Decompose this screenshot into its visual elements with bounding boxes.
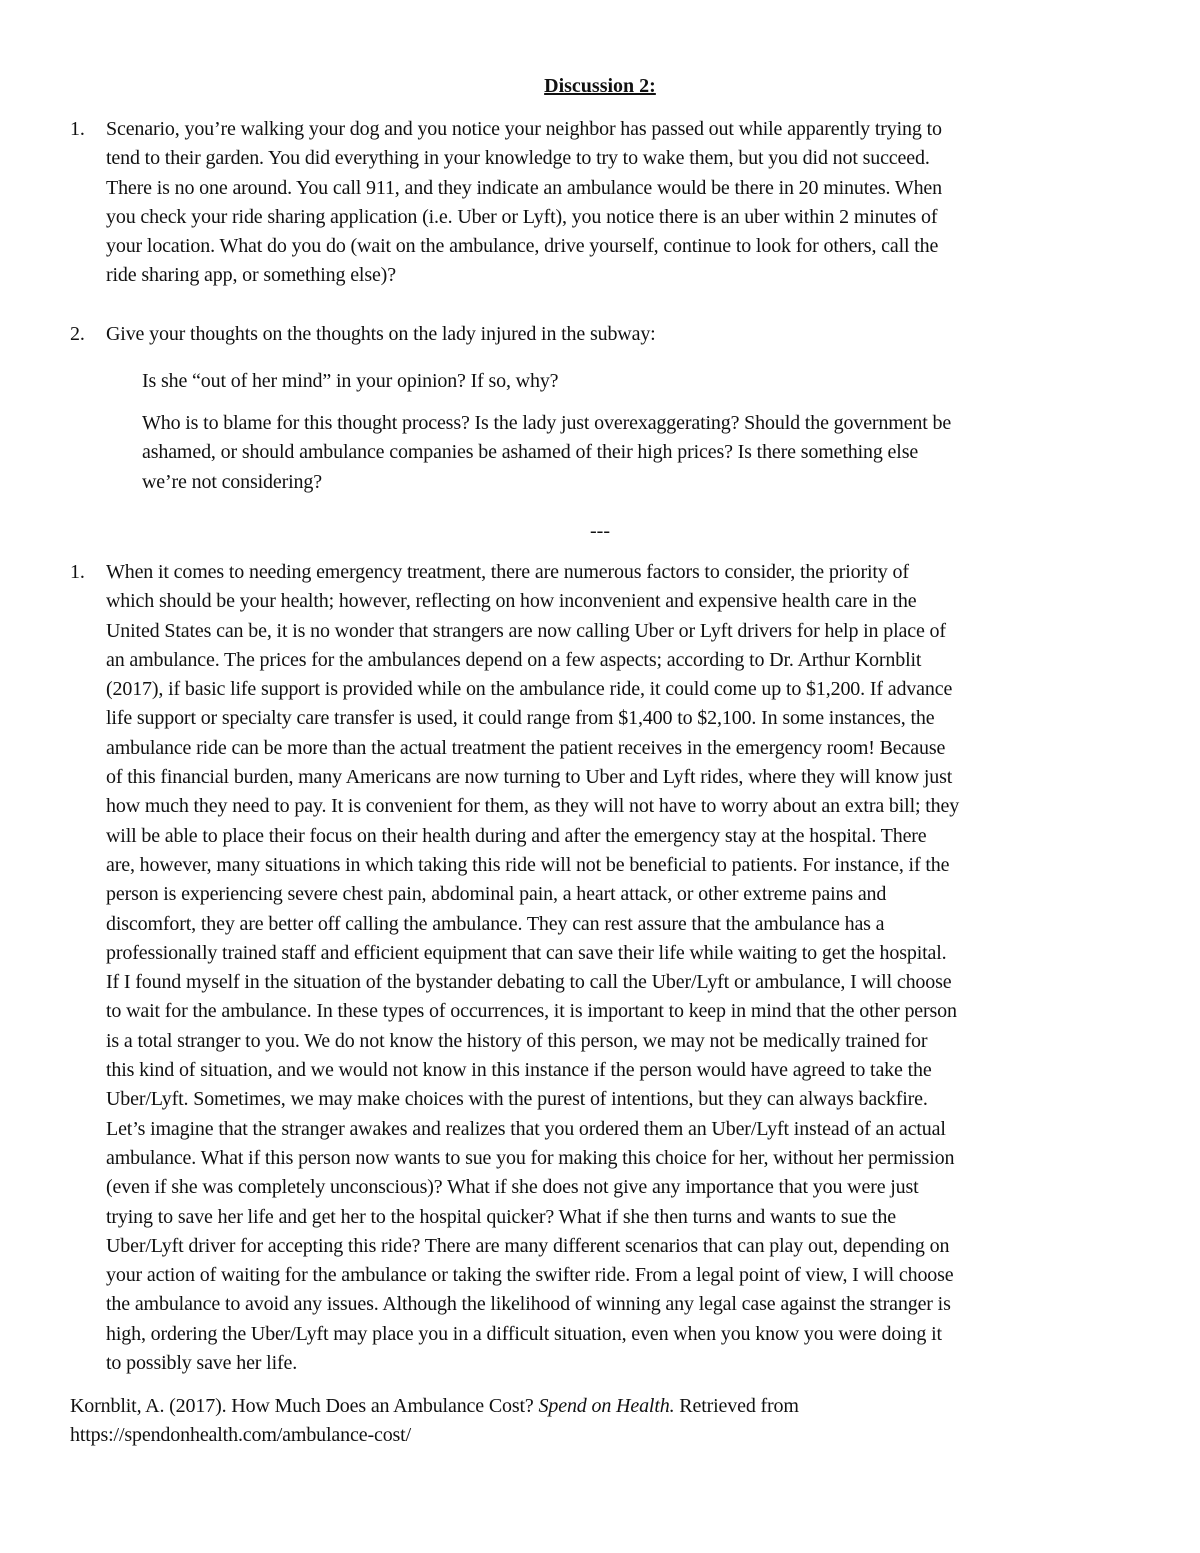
text-line: is a total stranger to you. We do not know the history of this person, we may not be medically trained for — [106, 1029, 928, 1052]
reference-entry — [70, 1392, 799, 1451]
text-line: When it comes to needing emergency treatment, there are numerous factors to consider, the priority of — [106, 561, 909, 583]
section-separator: --- — [590, 520, 610, 542]
text-line: high, ordering the Uber/Lyft may place you in a difficult situation, even when you know you were doing it — [106, 1322, 942, 1345]
text-line: Who is to blame for this thought process? Is the lady just overexaggerating? Should the government be — [142, 412, 952, 434]
text-line: (2017), if basic life support is provided while on the ambulance ride, it could come up to $1,200. If advance — [106, 678, 953, 701]
text-line: which should be your health; however, reflecting on how inconvenient and expensive health care in the — [106, 590, 917, 613]
text-line: Is she “out of her mind” in your opinion? If so, why? — [142, 370, 559, 392]
text-line: Scenario, you’re walking your dog and you notice your neighbor has passed out while apparently trying to — [106, 118, 942, 140]
text-line: will be able to place their focus on their health during and after the emergency stay at the hospital. There — [106, 824, 927, 847]
sub-question-1 — [142, 367, 558, 396]
text-line: If I found myself in the situation of the bystander debating to call the Uber/Lyft or ambulance, I will choose — [106, 971, 952, 994]
reference-source-title: Spend on Health. — [538, 1395, 675, 1417]
text-line: your location. What do you do (wait on the ambulance, drive yourself, continue to look for others, call the — [106, 235, 939, 258]
reference-retrieved-text: Retrieved from — [674, 1395, 799, 1417]
text-line: ambulance. What if this person now wants to sue you for making this choice for her, without her permission — [106, 1146, 955, 1169]
text-line: trying to save her life and get her to the hospital quicker? What if she then turns and wants to sue the — [106, 1205, 896, 1228]
text-line: Give your thoughts on the thoughts on the lady injured in the subway: — [106, 323, 656, 345]
text-line: life support or specialty care transfer is used, it could range from $1,400 to $2,100. In some instances, the — [106, 707, 935, 730]
reference-line — [70, 1392, 799, 1421]
text-line: to possibly save her life. — [106, 1352, 298, 1375]
text-line: are, however, many situations in which taking this ride will not be beneficial to patients. For instance, if the — [106, 853, 950, 876]
text-line: to wait for the ambulance. In these types of occurrences, it is important to keep in mind that the other person — [106, 1000, 957, 1023]
sub-question-2 — [142, 409, 951, 497]
text-line: your action of waiting for the ambulance or taking the swifter ride. From a legal point of view, I will choose — [106, 1264, 954, 1287]
answer-number: 1. — [70, 561, 85, 583]
text-line: ride sharing app, or something else)? — [106, 264, 396, 287]
question-text — [106, 320, 1156, 349]
answer-text — [106, 558, 1156, 1378]
text-line: tend to their garden. You did everything in your knowledge to try to wake them, but you did not succeed. — [106, 147, 930, 170]
question-text — [106, 115, 1156, 291]
text-line: Let’s imagine that the stranger awakes and realizes that you ordered them an Uber/Lyft instead of an actual — [106, 1117, 946, 1140]
question-number: 1. — [70, 118, 85, 140]
text-line: person is experiencing severe chest pain, abdominal pain, a heart attack, or other extreme pains and — [106, 883, 887, 906]
text-line: this kind of situation, and we would not know in this instance if the person would have agreed to take the — [106, 1059, 932, 1082]
reference-text: Kornblit, A. (2017). How Much Does an Ambulance Cost? — [70, 1395, 539, 1417]
text-line: an ambulance. The prices for the ambulances depend on a few aspects; according to Dr. Arthur Kornblit — [106, 648, 922, 671]
text-line: of this financial burden, many Americans are now turning to Uber and Lyft rides, where they will know just — [106, 766, 953, 789]
text-line: There is no one around. You call 911, and they indicate an ambulance would be there in 20 minutes. When — [106, 176, 942, 199]
text-line: we’re not considering? — [142, 470, 322, 493]
text-line: Uber/Lyft driver for accepting this ride? There are many different scenarios that can play out, depending on — [106, 1234, 950, 1257]
text-line: how much they need to pay. It is convenient for them, as they will not have to worry about an extra bill; they — [106, 795, 960, 818]
text-line: discomfort, they are better off calling the ambulance. They can rest assure that the ambulance has a — [106, 912, 885, 935]
reference-url: https://spendonhealth.com/ambulance-cost/ — [70, 1424, 411, 1447]
text-line: the ambulance to avoid any issues. Although the likelihood of winning any legal case against the stranger is — [106, 1293, 951, 1316]
text-line: ambulance ride can be more than the actual treatment the patient receives in the emergency room! Because — [106, 736, 946, 759]
page-title: Discussion 2: — [544, 75, 656, 97]
text-line: professionally trained staff and efficient equipment that can save their life while waiting to get the hospital. — [106, 941, 947, 964]
text-line: United States can be, it is no wonder that strangers are now calling Uber or Lyft drivers for help in place of — [106, 619, 946, 642]
text-line: Uber/Lyft. Sometimes, we may make choices with the purest of intentions, but they can always backfire. — [106, 1088, 928, 1111]
text-line: (even if she was completely unconscious)? What if she does not give any importance that you were just — [106, 1176, 919, 1199]
text-line: you check your ride sharing application (i.e. Uber or Lyft), you notice there is an uber within 2 minutes of — [106, 205, 938, 228]
question-number: 2. — [70, 323, 85, 345]
text-line: ashamed, or should ambulance companies be ashamed of their high prices? Is there something else — [142, 441, 919, 464]
